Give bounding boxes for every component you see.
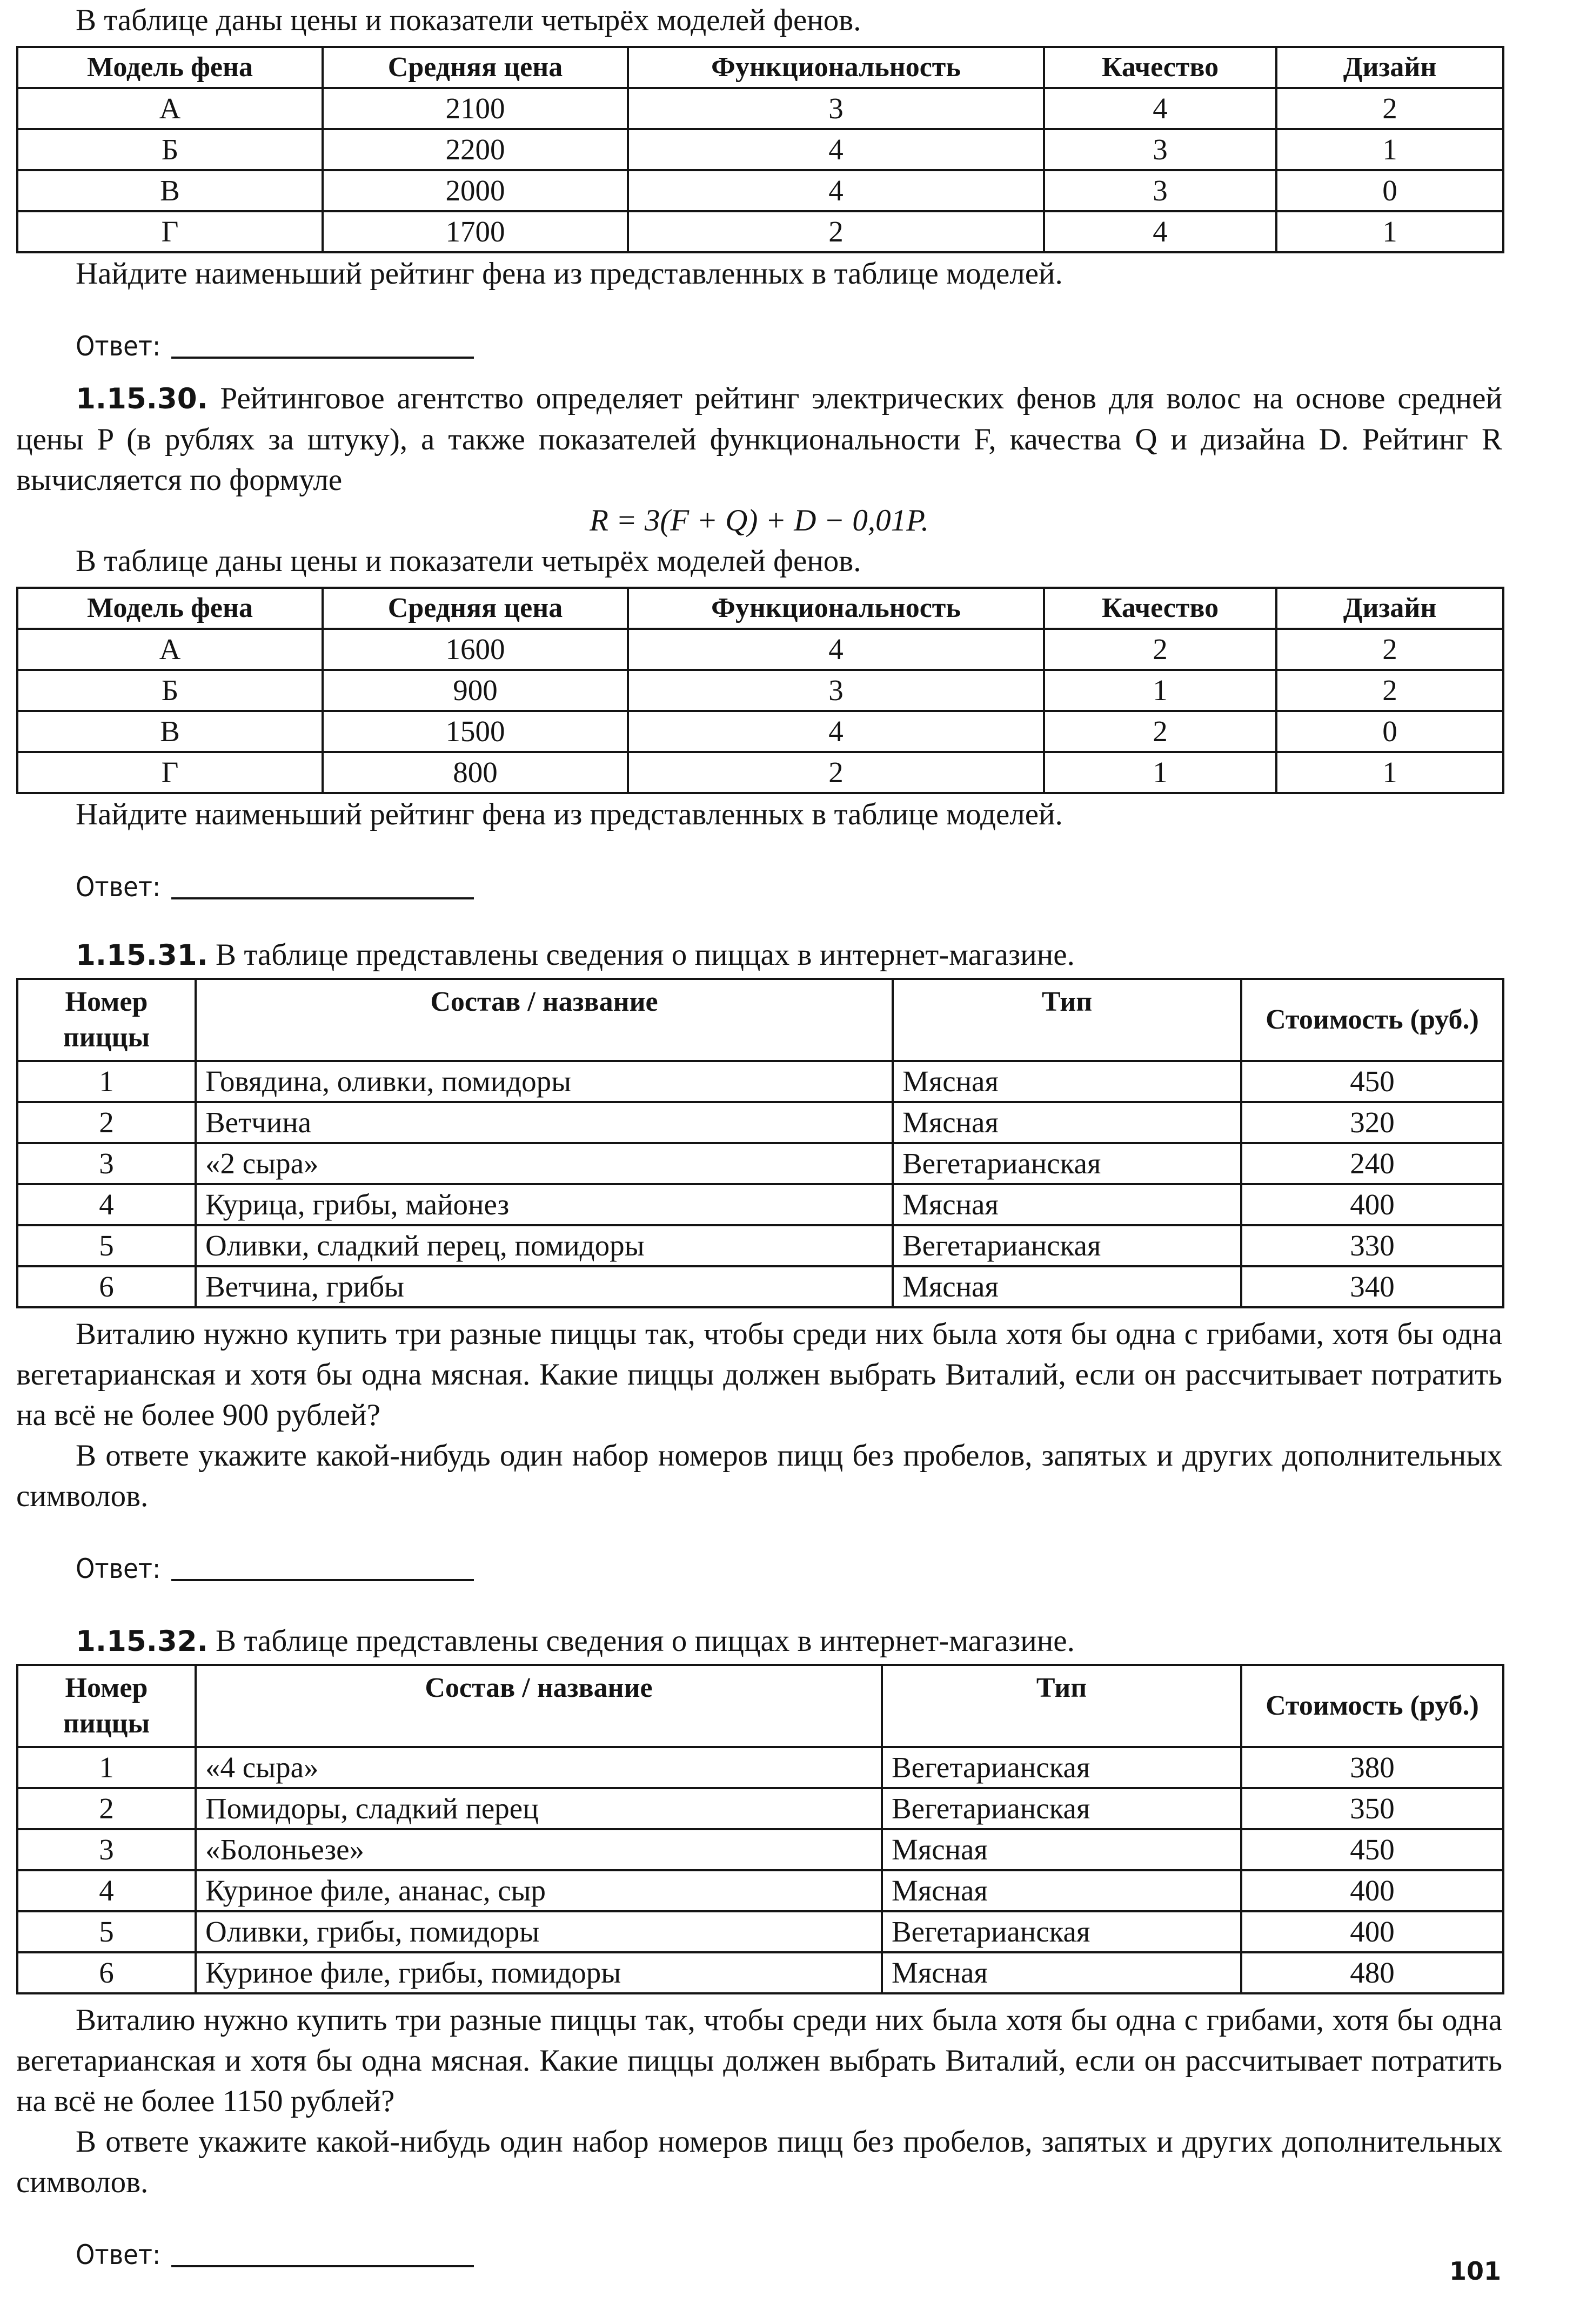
- formula: R = 3(F + Q) + D − 0,01P.: [590, 503, 929, 538]
- cell: 2100: [323, 88, 628, 129]
- pizza-table-2: [16, 1664, 1504, 1994]
- cell: 3: [628, 88, 1044, 129]
- cell: 2: [1044, 629, 1276, 670]
- col-header: Состав / название: [196, 979, 893, 1061]
- cell: 2: [1276, 629, 1503, 670]
- cell: Б: [17, 670, 323, 711]
- table-row: [17, 1747, 1503, 1788]
- table-header-row: [17, 1665, 1503, 1747]
- table-header-row: [17, 47, 1503, 88]
- answer-line: [76, 867, 1502, 908]
- cell: Вегетарианская: [882, 1788, 1241, 1829]
- problem-number: 1.15.31.: [76, 939, 208, 972]
- col-header: Модель фена: [17, 47, 323, 88]
- cell: 0: [1276, 170, 1503, 211]
- cell: Мясная: [882, 1952, 1241, 1993]
- answer-blank: [171, 357, 474, 359]
- answer-line: [76, 1549, 1502, 1589]
- table-row: [17, 1184, 1503, 1225]
- cell: 2: [17, 1102, 196, 1143]
- cell: 320: [1241, 1102, 1503, 1143]
- cell: 2: [628, 211, 1044, 252]
- table-header-row: [17, 979, 1503, 1061]
- cell: Мясная: [893, 1266, 1241, 1307]
- cell: 4: [17, 1870, 196, 1911]
- answer-blank: [171, 2265, 474, 2267]
- cell: Оливки, грибы, помидоры: [196, 1911, 882, 1952]
- cell: 4: [628, 129, 1044, 170]
- table-intro: В таблице даны цены и показатели четырёх моделей фенов.: [76, 3, 861, 37]
- table-header-row: [17, 588, 1503, 629]
- answer-label: Ответ:: [76, 1553, 161, 1584]
- cell: В: [17, 711, 323, 752]
- col-header: Модель фена: [17, 588, 323, 629]
- col-header: Номер пиццы: [17, 1665, 196, 1747]
- cell: Мясная: [893, 1061, 1241, 1102]
- cell: 2: [1276, 670, 1503, 711]
- cell: 450: [1241, 1829, 1503, 1870]
- cell: Ветчина, грибы: [196, 1266, 893, 1307]
- pizza-table-1: [16, 978, 1504, 1308]
- col-header: Дизайн: [1276, 588, 1503, 629]
- table-row: [17, 1952, 1503, 1993]
- cell: 3: [628, 670, 1044, 711]
- cell: 1: [1276, 129, 1503, 170]
- cell: 400: [1241, 1911, 1503, 1952]
- cell: «4 сыра»: [196, 1747, 882, 1788]
- problem-text: [16, 378, 1502, 500]
- table-row: [17, 1143, 1503, 1184]
- problem-text: [16, 935, 1502, 976]
- cell: Г: [17, 211, 323, 252]
- cell: 3: [17, 1143, 196, 1184]
- cell: 1700: [323, 211, 628, 252]
- table-row: [17, 670, 1503, 711]
- cell: 380: [1241, 1747, 1503, 1788]
- instruction-text: В ответе укажите какой-нибудь один набор номеров пицц без пробелов, запятых и других дополнительных символов.: [16, 1439, 1502, 1513]
- instruction-text: В ответе укажите какой-нибудь один набор номеров пицц без пробелов, запятых и других дополнительных символов.: [16, 2125, 1502, 2199]
- table-row: [17, 211, 1503, 252]
- cell: А: [17, 88, 323, 129]
- task-text: Виталию нужно купить три разные пиццы так, чтобы среди них была хотя бы одна с грибами, хотя бы одна вегетарианская и хотя бы одна мясная. Какие пиццы должен выбрать Виталий, если он рассчитывает потратить на всё не более 900 рублей?: [16, 1317, 1502, 1432]
- answer-label: Ответ:: [76, 2239, 161, 2271]
- cell: 900: [323, 670, 628, 711]
- table-row: [17, 1061, 1503, 1102]
- cell: 1: [1276, 211, 1503, 252]
- cell: 1500: [323, 711, 628, 752]
- cell: Мясная: [882, 1870, 1241, 1911]
- table-row: [17, 1870, 1503, 1911]
- problem-1-15-30: [16, 378, 1502, 908]
- col-header: Качество: [1044, 47, 1276, 88]
- col-header: Тип: [882, 1665, 1241, 1747]
- cell: 4: [628, 711, 1044, 752]
- cell: 4: [17, 1184, 196, 1225]
- problem-statement: Рейтинговое агентство определяет рейтинг электрических фенов для волос на основе средней цены P (в рублях за штуку), а также показателей функциональности F, качества Q и дизайна D. Рейтинг R вычисляется по формуле: [16, 381, 1502, 497]
- cell: 5: [17, 1225, 196, 1266]
- problem-number: 1.15.32.: [76, 1625, 208, 1658]
- cell: Вегетарианская: [893, 1225, 1241, 1266]
- cell: В: [17, 170, 323, 211]
- cell: Вегетарианская: [882, 1911, 1241, 1952]
- cell: 1600: [323, 629, 628, 670]
- cell: Курица, грибы, майонез: [196, 1184, 893, 1225]
- table-row: [17, 1788, 1503, 1829]
- table-row: [17, 1102, 1503, 1143]
- cell: Куриное филе, ананас, сыр: [196, 1870, 882, 1911]
- cell: Вегетарианская: [882, 1747, 1241, 1788]
- table-row: [17, 711, 1503, 752]
- answer-blank: [171, 1579, 474, 1581]
- cell: Мясная: [893, 1184, 1241, 1225]
- table-row: [17, 170, 1503, 211]
- cell: 350: [1241, 1788, 1503, 1829]
- cell: Мясная: [893, 1102, 1241, 1143]
- cell: 6: [17, 1266, 196, 1307]
- problem-number: 1.15.30.: [76, 382, 208, 415]
- table-row: [17, 88, 1503, 129]
- cell: 4: [1044, 211, 1276, 252]
- col-header: Средняя цена: [323, 588, 628, 629]
- problem-text: [16, 1621, 1502, 1662]
- cell: 1: [1276, 752, 1503, 793]
- cell: Вегетарианская: [893, 1143, 1241, 1184]
- answer-label: Ответ:: [76, 331, 161, 362]
- cell: 4: [628, 170, 1044, 211]
- cell: «2 сыра»: [196, 1143, 893, 1184]
- cell: 4: [628, 629, 1044, 670]
- cell: 240: [1241, 1143, 1503, 1184]
- cell: 2: [1276, 88, 1503, 129]
- cell: 340: [1241, 1266, 1503, 1307]
- cell: Г: [17, 752, 323, 793]
- hairdryer-table-2: [16, 587, 1504, 794]
- task-text: Виталию нужно купить три разные пиццы так, чтобы среди них была хотя бы одна с грибами, хотя бы одна вегетарианская и хотя бы одна мясная. Какие пиццы должен выбрать Виталий, если он рассчитывает потратить на всё не более 1150 рублей?: [16, 2003, 1502, 2118]
- question: Найдите наименьший рейтинг фена из представленных в таблице моделей.: [76, 257, 1063, 291]
- hairdryer-table-1: [16, 46, 1504, 253]
- cell: 450: [1241, 1061, 1503, 1102]
- cell: 480: [1241, 1952, 1503, 1993]
- cell: 400: [1241, 1870, 1503, 1911]
- question: Найдите наименьший рейтинг фена из представленных в таблице моделей.: [76, 797, 1063, 831]
- page-number: 101: [1449, 2256, 1501, 2286]
- col-header: Функциональность: [628, 47, 1044, 88]
- problem-prev: [16, 0, 1502, 367]
- cell: 3: [17, 1829, 196, 1870]
- cell: Куриное филе, грибы, помидоры: [196, 1952, 882, 1993]
- problem-1-15-31: [16, 935, 1502, 1589]
- problem-1-15-32: [16, 1621, 1502, 2275]
- cell: Б: [17, 129, 323, 170]
- cell: А: [17, 629, 323, 670]
- answer-blank: [171, 897, 474, 899]
- col-header: Качество: [1044, 588, 1276, 629]
- cell: Мясная: [882, 1829, 1241, 1870]
- table-row: [17, 1225, 1503, 1266]
- col-header: Состав / название: [196, 1665, 882, 1747]
- cell: 2: [628, 752, 1044, 793]
- cell: Помидоры, сладкий перец: [196, 1788, 882, 1829]
- cell: 2200: [323, 129, 628, 170]
- table-intro: В таблице представлены сведения о пиццах в интернет-магазине.: [216, 938, 1075, 972]
- cell: 1: [17, 1747, 196, 1788]
- table-row: [17, 129, 1503, 170]
- cell: 800: [323, 752, 628, 793]
- cell: 330: [1241, 1225, 1503, 1266]
- table-row: [17, 1266, 1503, 1307]
- col-header: Функциональность: [628, 588, 1044, 629]
- col-header: Номер пиццы: [17, 979, 196, 1061]
- col-header: Стоимость (руб.): [1241, 1665, 1503, 1747]
- cell: 2000: [323, 170, 628, 211]
- cell: 400: [1241, 1184, 1503, 1225]
- table-row: [17, 629, 1503, 670]
- col-header: Дизайн: [1276, 47, 1503, 88]
- cell: 1: [1044, 670, 1276, 711]
- table-row: [17, 1911, 1503, 1952]
- cell: 3: [1044, 129, 1276, 170]
- cell: 2: [1044, 711, 1276, 752]
- cell: 0: [1276, 711, 1503, 752]
- cell: 4: [1044, 88, 1276, 129]
- cell: 1: [1044, 752, 1276, 793]
- table-intro: В таблице даны цены и показатели четырёх моделей фенов.: [76, 544, 861, 578]
- table-row: [17, 752, 1503, 793]
- cell: 1: [17, 1061, 196, 1102]
- cell: Ветчина: [196, 1102, 893, 1143]
- cell: 6: [17, 1952, 196, 1993]
- cell: Говядина, оливки, помидоры: [196, 1061, 893, 1102]
- cell: 2: [17, 1788, 196, 1829]
- answer-label: Ответ:: [76, 871, 161, 903]
- cell: «Болоньезе»: [196, 1829, 882, 1870]
- cell: Оливки, сладкий перец, помидоры: [196, 1225, 893, 1266]
- answer-line: [76, 326, 1502, 367]
- cell: 5: [17, 1911, 196, 1952]
- answer-line: [76, 2235, 1502, 2275]
- table-intro: В таблице представлены сведения о пиццах в интернет-магазине.: [216, 1624, 1075, 1658]
- cell: 3: [1044, 170, 1276, 211]
- col-header: Средняя цена: [323, 47, 628, 88]
- col-header: Тип: [893, 979, 1241, 1061]
- col-header: Стоимость (руб.): [1241, 979, 1503, 1061]
- table-row: [17, 1829, 1503, 1870]
